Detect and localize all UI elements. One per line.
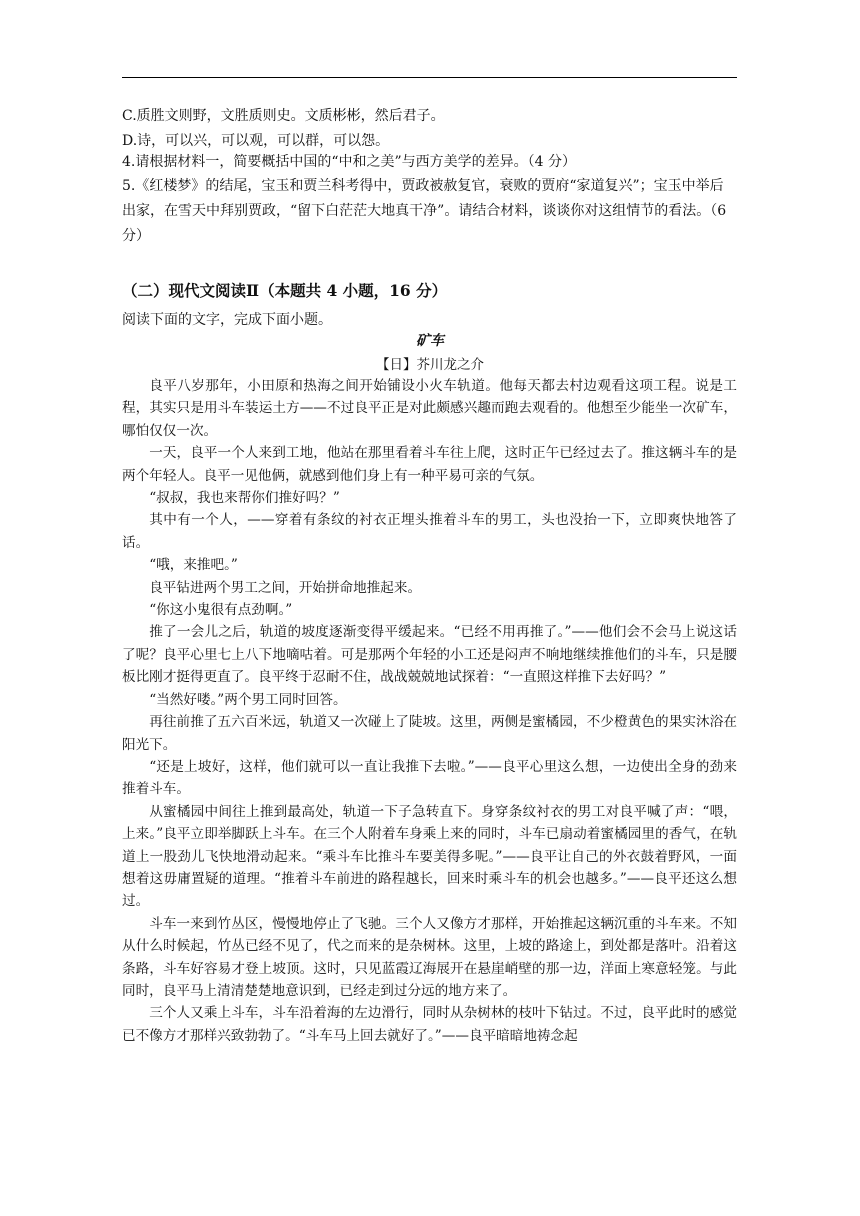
section-intro: 阅读下面的文字，完成下面小题。: [122, 312, 332, 328]
header-rule: [122, 77, 737, 78]
story-paragraph: 三个人又乘上斗车，斗车沿着海的左边滑行，同时从杂树林的枝叶下钻过。不过，良平此时的感觉已不像方才那样兴致勃勃了。“斗车马上回去就好了。”——良平暗暗地祷念起: [122, 1005, 737, 1044]
story-paragraph: 从蜜橘园中间往上推到最高处，轨道一下子急转直下。身穿条纹衬衣的男工对良平喊了声：“喂，上来。”良平立即举脚跃上斗车。在三个人附着车身乘上来的同时，斗车已扇动着蜜橘园里的香气，在轨道上一股劲儿飞快地滑动起来。“乘斗车比推斗车要美得多呢。”——良平让自己的外衣鼓着野风，一面想着这毋庸置疑的道理。“推着斗车前进的路程越长，回来时乘斗车的机会也越多。”——良平还这么想过。: [122, 803, 737, 910]
question-4: 4.请根据材料一，简要概括中国的“中和之美”与西方美学的差异。（4 分）: [122, 154, 577, 170]
question-5: 5.《红楼梦》的结尾，宝玉和贾兰科考得中，贾政被赦复官，衰败的贾府“家道复兴”；宝玉中举后出家，在雪天中拜别贾政，“留下白茫茫大地真干净”。请结合材料，谈谈你对这组情节的看法。（6 分）: [122, 178, 727, 244]
story-paragraph: 其中有一个人，——穿着有条纹的衬衣正埋头推着斗车的男工，头也没抬一下，立即爽快地答了话。: [122, 512, 737, 551]
story-paragraph: “当然好喽。”两个男工同时回答。: [149, 691, 347, 708]
story-paragraph: 良平八岁那年，小田原和热海之间开始铺设小火车轨道。他每天都去村边观看这项工程。说是工程，其实只是用斗车装运土方——不过良平正是对此颇感兴趣而跑去观看的。他想至少能坐一次矿车，哪怕仅仅一次。: [122, 378, 737, 439]
story-paragraph: 再往前推了五六百米远，轨道又一次碰上了陡坡。这里，两侧是蜜橘园，不少橙黄色的果实沐浴在阳光下。: [122, 714, 737, 753]
story-paragraph: 一天，良平一个人来到工地，他站在那里看着斗车往上爬，这时正午已经过去了。推这辆斗车的是两个年轻人。良平一见他俩，就感到他们身上有一种平易可亲的气氛。: [122, 445, 737, 484]
story-author: 【日】芥川龙之介: [376, 357, 484, 373]
story-paragraph: “还是上坡好，这样，他们就可以一直让我推下去啦。”——良平心里这么想，一边使出全身的劲来推着斗车。: [122, 758, 737, 798]
option-d: D.诗，可以兴，可以观，可以群，可以怨。: [122, 133, 390, 149]
section-title: （二）现代文阅读Ⅱ（本题共 4 小题，16 分）: [122, 281, 448, 300]
story-title: 矿车: [416, 333, 444, 349]
story-paragraph: 良平钻进两个男工之间，开始拼命地推起来。: [149, 579, 422, 596]
story-paragraph: “你这小鬼很有点劲啊。”: [149, 602, 293, 619]
story-paragraph: 推了一会儿之后，轨道的坡度逐渐变得平缓起来。“已经不用再推了。”——他们会不会马上说这话了呢？良平心里七上八下地嘀咕着。可是那两个年轻的小工还是闷声不响地继续推他们的斗车，只是腰板比刚才挺得更直了。良平终于忍耐不住，战战兢兢地试探着：“一直照这样推下去好吗？”: [122, 624, 737, 686]
story-paragraph: 斗车一来到竹丛区，慢慢地停止了飞驰。三个人又像方才那样，开始推起这辆沉重的斗车来。不知从什么时候起，竹丛已经不见了，代之而来的是杂树林。这里，上坡的路途上，到处都是落叶。沿着这条路，斗车好容易才登上坡顶。这时，只见蓝霞辽海展开在悬崖峭壁的那一边，洋面上寒意轻笼。与此同时，良平马上清清楚楚地意识到，已经走到过分远的地方来了。: [122, 915, 737, 999]
story-paragraph: “哦，来推吧。”: [149, 557, 238, 574]
story-paragraph: “叔叔，我也来帮你们推好吗？”: [149, 490, 340, 507]
story-body: [122, 375, 737, 1047]
option-c: C.质胜文则野，文胜质则史。文质彬彬，然后君子。: [122, 108, 445, 124]
